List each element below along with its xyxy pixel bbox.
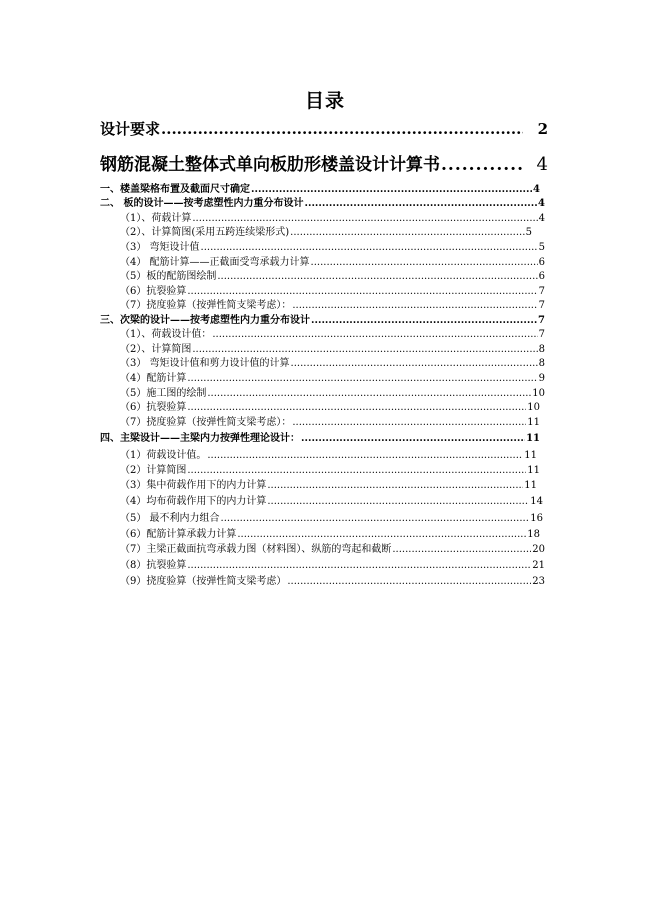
toc-major-entry[interactable] [100,118,548,139]
toc-entry-label: （3） 弯矩设计值和剪力设计值的计算 [120,358,290,369]
toc-subsection-entry[interactable] [100,575,545,589]
toc-page-number: 20 [532,544,545,555]
toc-leader-dots [187,559,531,573]
toc-subsection-entry[interactable] [100,559,545,573]
toc-page-number: 14 [530,496,543,507]
toc-page-number: 5 [538,242,545,253]
toc-leader-dots [187,372,537,386]
toc-page-number: 2 [537,120,548,138]
toc-leader-dots [301,432,525,446]
toc-leader-dots [267,479,523,493]
toc-entry-label: （9）挠度验算（按弹性简支梁考虑） [120,576,287,587]
toc-entry-label: （4） 配筋计算——正截面受弯承载力计算 [120,257,310,268]
toc-subsection-entry[interactable] [100,479,537,493]
toc-subsection-entry[interactable] [100,372,545,386]
toc-page-number: 4 [533,184,540,195]
toc-leader-dots [212,328,537,342]
toc-subsection-entry[interactable] [100,328,545,342]
toc-entry-label: （8）抗裂验算 [120,560,187,571]
toc-leader-dots [217,270,537,284]
toc-page-number: 4 [538,213,545,224]
toc-page-number: 16 [530,513,543,524]
toc-page-number: 4 [536,154,548,175]
toc-entry-label: 一、楼盖梁格布置及截面尺寸确定 [100,184,250,195]
toc-page-number: 9 [538,373,545,384]
toc-page-number: 18 [527,529,540,540]
toc-subsection-entry[interactable] [100,343,545,357]
toc-leader-dots [187,285,537,299]
toc-leader-dots [304,197,537,211]
toc-leader-dots [161,120,523,138]
toc-leader-dots [237,528,526,542]
toc-page-number: 8 [538,344,545,355]
toc-leader-dots [192,343,537,357]
toc-section-entry[interactable] [100,197,545,211]
toc-subsection-entry[interactable] [100,357,545,371]
toc-subsection-entry[interactable] [100,449,537,463]
toc-entry-label: （4）配筋计算 [120,373,187,384]
toc-subsection-entry[interactable] [100,256,545,270]
toc-entry-label: （1）、荷载设计值： [120,329,212,340]
toc-page-number: 23 [532,576,545,587]
toc-entry-label: （6）抗裂验算 [120,402,187,413]
toc-section-entry[interactable] [100,183,540,197]
toc-page-number: 11 [527,465,540,476]
toc-subsection-entry[interactable] [100,387,545,401]
toc-entry-label: （2）、计算简图(采用五跨连续梁形式) [120,227,290,238]
toc-subsection-entry[interactable] [100,299,545,313]
toc-leader-dots [192,212,537,226]
toc-entry-label: （1）、荷载计算 [120,213,192,224]
toc-entry-label: 三、次梁的设计——按考虑塑性内力重分布设计 [100,315,310,326]
toc-entry-label: （1）荷载设计值。 [120,450,207,461]
toc-leader-dots [392,543,531,557]
toc-subsection-entry[interactable] [100,528,540,542]
toc-entry-label: （5） 最不利内力组合 [120,513,220,524]
toc-leader-dots [311,314,537,328]
toc-entry-label: （4）均布荷载作用下的内力计算 [120,496,267,507]
toc-leader-dots [187,401,526,415]
toc-subsection-entry[interactable] [100,226,532,240]
toc-entry-label: （6）配筋计算承载力计算 [120,529,237,540]
toc-leader-dots [441,155,522,175]
toc-subsection-entry[interactable] [100,241,545,255]
toc-page-number: 5 [525,227,532,238]
toc-major-entry[interactable] [100,150,548,175]
toc-page-number: 10 [527,402,540,413]
toc-page-number: 7 [538,329,545,340]
toc-page-number: 4 [538,198,545,209]
toc-leader-dots [201,241,538,255]
toc-entry-label: 二、 板的设计——按考虑塑性内力重分布设计 [100,198,304,209]
toc-page-number: 6 [538,271,545,282]
toc-subsection-entry[interactable] [100,512,543,526]
toc-page-number: 7 [538,315,545,326]
toc-page-number: 10 [532,388,545,399]
toc-subsection-entry[interactable] [100,464,540,478]
toc-subsection-entry[interactable] [100,270,545,284]
toc-entry-label: 设计要求 [100,120,161,138]
toc-entry-label: 钢筋混凝土整体式单向板肋形楼盖设计计算书 [100,155,440,175]
toc-leader-dots [251,183,532,197]
toc-page-number: 11 [526,433,540,444]
toc-leader-dots [207,449,523,463]
toc-entry-label: 四、主梁设计——主梁内力按弹性理论设计： [100,433,300,444]
toc-page-number: 21 [532,560,545,571]
toc-page-number: 8 [538,358,545,369]
toc-leader-dots [290,226,524,240]
toc-page-number: 11 [524,450,537,461]
toc-entry-label: （7）挠度验算（按弹性简支梁考虑）： [120,300,292,311]
toc-leader-dots [292,299,537,313]
toc-page-number: 11 [524,480,537,491]
toc-subsection-entry[interactable] [100,543,545,557]
toc-page-number: 7 [538,300,545,311]
toc-leader-dots [221,512,530,526]
toc-leader-dots [287,575,531,589]
toc-page-number: 6 [538,257,545,268]
toc-entry-label: （3）集中荷载作用下的内力计算 [120,480,267,491]
toc-subsection-entry[interactable] [100,285,545,299]
toc-leader-dots [292,416,526,430]
toc-entry-label: （7）挠度验算（按弹性简支梁考虑）： [120,417,292,428]
toc-page-number: 11 [527,417,540,428]
toc-section-entry[interactable] [100,314,545,328]
toc-entry-label: （7）主梁正截面抗弯承载力图（材料图）、纵筋的弯起和截断 [120,544,392,555]
toc-subsection-entry[interactable] [100,416,540,430]
toc-leader-dots [311,256,538,270]
toc-entry-label: （5）板的配筋图绘制 [120,271,217,282]
toc-entry-label: （3） 弯矩设计值 [120,242,200,253]
toc-entry-label: （6）抗裂验算 [120,286,187,297]
toc-leader-dots [187,464,526,478]
toc-title: 目录 [304,90,345,112]
toc-leader-dots [267,495,529,509]
toc-subsection-entry[interactable] [100,401,540,415]
toc-leader-dots [207,387,531,401]
toc-entry-label: （2）、计算简图 [120,344,192,355]
toc-entry-label: （2）计算简图 [120,465,187,476]
toc-subsection-entry[interactable] [100,212,545,226]
toc-page-number: 7 [538,286,545,297]
toc-subsection-entry[interactable] [100,495,543,509]
toc-section-entry[interactable] [100,432,540,446]
toc-entry-label: （5）施工图的绘制 [120,388,207,399]
toc-leader-dots [291,357,538,371]
